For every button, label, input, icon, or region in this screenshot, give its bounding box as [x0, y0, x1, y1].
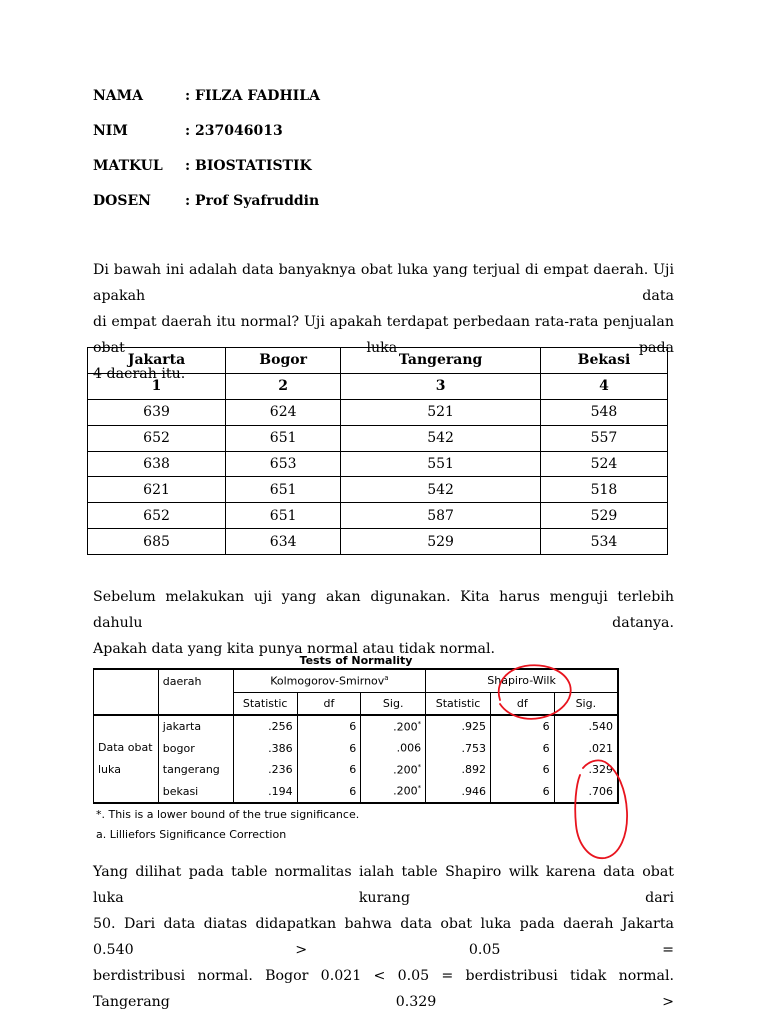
ks-statistic: .256 — [233, 715, 297, 738]
header-label: MATKUL — [93, 158, 163, 174]
table-cell: 518 — [540, 477, 667, 503]
sw-df: 6 — [491, 738, 555, 760]
daerah-cell: bogor — [162, 741, 195, 755]
sub-header: Sig. — [361, 692, 426, 715]
sub-header: Statistic — [233, 692, 297, 715]
sw-sig: .021 — [554, 738, 618, 760]
ks-df: 6 — [297, 738, 361, 760]
header-label: NAMA — [93, 88, 144, 104]
daerah-cell: jakarta — [162, 720, 202, 734]
table-cell: 624 — [226, 399, 341, 425]
table-cell: 557 — [540, 425, 667, 451]
table-cell: 534 — [540, 529, 667, 555]
header-value: : FILZA FADHILA — [185, 88, 320, 104]
column-code: 4 — [540, 373, 667, 399]
table-cell: 542 — [341, 425, 541, 451]
sw-statistic: .946 — [426, 781, 491, 804]
intro-line: di empat daerah itu normal? Uji apakah terdapat perbedaan rata-rata penjualan obat luka pada — [93, 314, 674, 356]
header-label: DOSEN — [93, 193, 151, 209]
footnote-lower-bound: *. This is a lower bound of the true significance. — [96, 808, 360, 821]
sub-header: df — [491, 692, 555, 715]
column-code: 2 — [226, 373, 341, 399]
sw-statistic: .892 — [461, 763, 486, 777]
sub-header: df — [297, 692, 361, 715]
paragraph-line: 50. Dari data diatas didapatkan bahwa data obat luka pada daerah Jakarta 0.540 > 0.05 = — [93, 916, 674, 958]
header-label: NIM — [93, 123, 128, 139]
table-cell: 551 — [341, 451, 541, 477]
group-col-header: daerah — [158, 669, 233, 692]
ks-df: 6 — [297, 715, 361, 738]
table-cell: 542 — [341, 477, 541, 503]
table-cell: 529 — [540, 503, 667, 529]
ks-statistic: .386 — [233, 738, 297, 760]
paragraph-line: Yang dilihat pada table normalitas ialah table Shapiro wilk karena data obat luka kurang dari — [93, 864, 674, 906]
sw-statistic: .753 — [461, 741, 486, 755]
table-cell: 639 — [88, 399, 226, 425]
ks-statistic: .194 — [233, 781, 297, 804]
table-cell: 651 — [226, 425, 341, 451]
header-value: : Prof Syafruddin — [185, 193, 320, 209]
paragraph-line: berdistribusi normal. Bogor 0.021 < 0.05 = berdistribusi tidak normal. Tangerang 0.329 > — [93, 968, 674, 1010]
ks-df: 6 — [297, 759, 361, 781]
ks-sig-value: .200 — [393, 763, 418, 777]
column-header: Tangerang — [341, 348, 541, 374]
ks-statistic: .236 — [233, 759, 297, 781]
ks-sig-marker: * — [417, 719, 422, 728]
sw-df: 6 — [491, 715, 555, 738]
row-group-label-line: luka — [98, 763, 121, 776]
paragraph-line: Sebelum melakukan uji yang akan digunakan. Kita harus menguji terlebih dahulu datanya. — [93, 589, 674, 631]
normality-title: Tests of Normality — [299, 654, 413, 667]
table-cell: 621 — [88, 477, 226, 503]
ks-sig-value: .200 — [393, 785, 418, 799]
column-header: Bekasi — [540, 348, 667, 374]
sw-df: 6 — [491, 759, 555, 781]
table-cell: 587 — [341, 503, 541, 529]
intro-line: 4 daerah itu. — [93, 366, 186, 382]
sig-column-bracket-mark — [575, 760, 627, 858]
daerah-cell: tangerang — [162, 763, 220, 777]
column-header: Bogor — [226, 348, 341, 374]
table-cell: 548 — [540, 399, 667, 425]
row-group-label-line: Data obat — [98, 741, 153, 754]
sw-sig: .329 — [554, 759, 618, 781]
ks-sig-marker: * — [417, 762, 422, 771]
header-value: : BIOSTATISTIK — [185, 158, 312, 174]
ks-df: 6 — [297, 781, 361, 804]
table-cell: 652 — [88, 503, 226, 529]
sub-header: Statistic — [426, 692, 491, 715]
ks-header-text: Kolmogorov-Smirnov — [270, 674, 385, 688]
sub-header: Sig. — [554, 692, 618, 715]
ks-sig-value: .200 — [393, 720, 418, 734]
ks-footnote-marker: a — [384, 673, 389, 682]
table-cell: 651 — [226, 477, 341, 503]
table-cell: 651 — [226, 503, 341, 529]
sw-sig: .540 — [554, 715, 618, 738]
table-cell: 634 — [226, 529, 341, 555]
sw-header: Shapiro-Wilk — [426, 669, 618, 692]
table-cell: 524 — [540, 451, 667, 477]
column-code: 3 — [341, 373, 541, 399]
sw-df: 6 — [491, 781, 555, 804]
table-cell: 685 — [88, 529, 226, 555]
shapiro-wilk-circle-mark — [499, 665, 571, 719]
sw-statistic: .925 — [461, 720, 486, 734]
footnote-lilliefors: a. Lilliefors Significance Correction — [96, 828, 287, 841]
paragraph-line: Apakah data yang kita punya normal atau tidak normal. — [93, 641, 496, 657]
table-cell: 638 — [88, 451, 226, 477]
table-cell: 653 — [226, 451, 341, 477]
header-value: : 237046013 — [185, 123, 283, 139]
intro-line: Di bawah ini adalah data banyaknya obat luka yang terjual di empat daerah. Uji apakah data — [93, 262, 674, 304]
table-cell: 521 — [341, 399, 541, 425]
column-header: Jakarta — [88, 348, 226, 374]
daerah-cell: bekasi — [158, 781, 233, 804]
ks-sig-marker: * — [417, 784, 422, 793]
sw-sig: .706 — [554, 781, 618, 804]
ks-sig-value: .006 — [396, 742, 422, 756]
column-code: 1 — [88, 373, 226, 399]
table-cell: 529 — [341, 529, 541, 555]
table-cell: 652 — [88, 425, 226, 451]
